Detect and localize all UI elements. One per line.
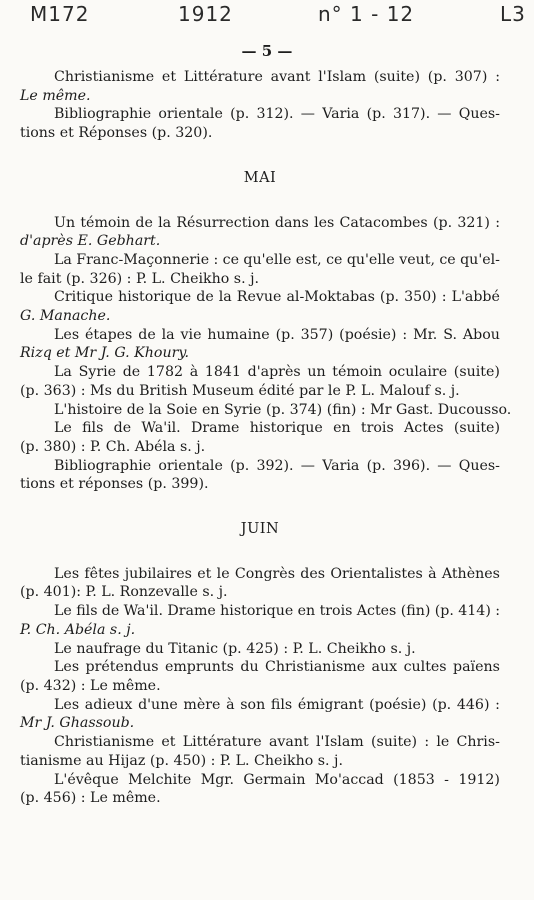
word: Ques- xyxy=(458,106,500,123)
word: Les xyxy=(54,659,80,676)
section-heading-juin: JUIN xyxy=(240,521,280,538)
word: jubilaires xyxy=(124,565,192,582)
word: émigrant xyxy=(297,696,364,713)
word: Varia xyxy=(322,457,360,474)
toc-entry-line xyxy=(20,344,500,363)
toc-entry-line xyxy=(20,288,500,307)
word: Syrie xyxy=(78,364,117,381)
toc-entry xyxy=(20,602,500,639)
word: : xyxy=(495,696,500,713)
word: la xyxy=(158,214,172,231)
word: l'Islam xyxy=(315,734,364,751)
word: (suite) xyxy=(453,420,500,437)
word: 321) xyxy=(457,214,490,231)
word: 396). xyxy=(392,457,431,474)
word: 414) xyxy=(458,603,491,620)
word: les xyxy=(314,214,335,231)
word: (p. xyxy=(432,214,453,231)
toc-entry-line: Le naufrage du Titanic (p. 425) : P. L. Cheikho s. j. xyxy=(54,640,416,657)
word: emprunts xyxy=(164,659,234,676)
word: (p. xyxy=(379,289,400,306)
word: La xyxy=(54,251,72,268)
word: Un xyxy=(54,214,76,231)
word: : xyxy=(213,251,219,268)
word: Germain xyxy=(243,771,306,788)
toc-entry-line xyxy=(20,565,500,584)
word: ce xyxy=(222,251,240,268)
word: Les xyxy=(54,696,80,713)
toc-entry-line xyxy=(20,307,500,326)
word: 392). xyxy=(256,457,294,474)
toc-entry xyxy=(20,457,500,494)
word: et xyxy=(161,734,176,751)
word: Le xyxy=(54,420,72,437)
word: 1912) xyxy=(458,771,500,788)
word: le xyxy=(436,734,450,751)
word: 312). xyxy=(256,106,294,123)
word: : xyxy=(402,326,408,343)
word: de xyxy=(135,214,153,231)
word: de xyxy=(138,326,156,343)
toc-entry-line xyxy=(20,419,500,438)
word: Franc-Maçonnerie xyxy=(76,251,210,268)
toc-entry-line: (p. 432) : Le même. xyxy=(20,677,161,694)
section-heading-mai: MAI xyxy=(243,169,277,186)
word: Bibliographie xyxy=(54,106,152,123)
toc-entry-line xyxy=(20,326,500,345)
word: Christianisme xyxy=(54,734,155,751)
word: S. xyxy=(443,326,457,343)
word: (fin) xyxy=(400,603,431,620)
word: L'abbé xyxy=(451,289,500,306)
word: (p. xyxy=(366,457,386,474)
word: (1853 xyxy=(393,771,435,788)
toc-entry-line xyxy=(20,658,500,677)
word: historique xyxy=(220,603,294,620)
word: veut, xyxy=(399,251,435,268)
author-text: d'après E. Gebhart. xyxy=(20,233,161,250)
word: l'Islam xyxy=(318,69,367,85)
word: 1782 xyxy=(146,364,183,381)
word: vie xyxy=(180,326,202,343)
word: Ques- xyxy=(458,457,500,474)
table-of-contents xyxy=(20,68,512,808)
word: - xyxy=(444,771,449,788)
word: de xyxy=(122,364,141,381)
word: Orientalistes xyxy=(330,565,423,582)
toc-entry xyxy=(20,326,500,363)
toc-entry-line xyxy=(20,602,500,621)
word: Les xyxy=(54,326,80,343)
word: Melchite xyxy=(128,771,192,788)
word: la xyxy=(218,289,232,306)
word: 350) xyxy=(404,289,437,306)
word: fils xyxy=(270,696,293,713)
toc-entry xyxy=(20,419,500,456)
word: qu'el- xyxy=(460,251,500,268)
word: à xyxy=(189,364,199,381)
word: — xyxy=(437,457,452,474)
toc-entry-line: (p. 401): P. L. Ronzevalle s. j. xyxy=(20,584,228,601)
word: : xyxy=(495,214,500,231)
word: avant xyxy=(270,69,311,85)
toc-entry xyxy=(20,401,512,420)
word: un xyxy=(307,364,326,381)
word: — xyxy=(437,106,452,123)
toc-entry xyxy=(20,251,500,288)
word: Wa'il. xyxy=(141,420,181,437)
word: humaine xyxy=(207,326,270,343)
word: — xyxy=(300,457,315,474)
word: Abou xyxy=(462,326,500,343)
word: témoin xyxy=(332,364,383,381)
word: en xyxy=(333,420,351,437)
word: Varia xyxy=(322,106,360,123)
word: Critique xyxy=(54,289,114,306)
word: (p. xyxy=(230,106,250,123)
word: (p. xyxy=(230,457,250,474)
word: et xyxy=(161,69,177,85)
word: orientale xyxy=(158,457,223,474)
word: (poésie) xyxy=(339,326,397,343)
word: de xyxy=(101,603,120,620)
word: Résurrection xyxy=(176,214,270,231)
word: (p. xyxy=(432,696,452,713)
word: à xyxy=(226,696,235,713)
word: (p. xyxy=(434,603,454,620)
toc-entry-line: tions et Réponses (p. 320). xyxy=(20,125,213,142)
word: Christianisme xyxy=(54,69,155,85)
word: adieux xyxy=(84,696,133,713)
word: Le xyxy=(54,603,72,620)
toc-entry-line xyxy=(20,251,500,270)
author-text: G. Manache. xyxy=(20,308,111,325)
toc-entry-line xyxy=(20,363,500,382)
word: d'une xyxy=(138,696,178,713)
word: et xyxy=(197,565,212,582)
word: à xyxy=(428,565,437,582)
word: ce xyxy=(326,251,343,268)
word: Littérature xyxy=(182,734,262,751)
toc-entry xyxy=(20,214,500,251)
word: orientale xyxy=(158,106,223,123)
word: (poésie) xyxy=(369,696,427,713)
word: Actes xyxy=(404,420,444,437)
toc-entry xyxy=(20,658,500,695)
author-text: P. Ch. Abéla s. j. xyxy=(20,621,136,638)
word: al-Moktabas xyxy=(286,289,375,306)
handwritten-annotation-corner: L3 xyxy=(500,2,526,26)
handwritten-annotation-center: 1912 xyxy=(178,2,233,26)
word: La xyxy=(54,364,72,381)
word: 307) xyxy=(454,69,488,85)
word: de xyxy=(113,420,132,437)
word: Chris- xyxy=(456,734,500,751)
toc-entry-line xyxy=(20,733,500,752)
toc-entry-line xyxy=(20,232,500,251)
handwritten-annotation-right: n° 1 - 12 xyxy=(318,2,415,26)
word: L'évêque xyxy=(54,771,119,788)
toc-entry-line xyxy=(20,214,500,233)
word: de xyxy=(196,289,214,306)
word: (suite) xyxy=(373,69,420,85)
word: Catacombes xyxy=(339,214,428,231)
word: fils xyxy=(76,603,98,620)
word: Littérature xyxy=(183,69,263,85)
word: (suite) xyxy=(370,734,418,751)
word: est, xyxy=(295,251,322,268)
word: 317). xyxy=(392,106,431,123)
toc-entry-line xyxy=(20,68,500,87)
toc-entry-line: tianisme au Hijaz (p. 450) : P. L. Cheikho s. j. xyxy=(20,752,343,769)
author-text: Mr J. Ghassoub. xyxy=(20,715,135,732)
toc-entry xyxy=(20,733,500,770)
word: Actes xyxy=(356,603,397,620)
word: d'après xyxy=(247,364,301,381)
word: trois xyxy=(360,420,394,437)
word: en xyxy=(297,603,316,620)
toc-entry-line xyxy=(20,457,500,476)
word: étapes xyxy=(85,326,133,343)
word: dans xyxy=(274,214,309,231)
word: le xyxy=(216,565,230,582)
word: Christianisme xyxy=(265,659,366,676)
toc-entry xyxy=(20,565,500,602)
toc-entry xyxy=(20,696,500,733)
toc-entry-line: (p. 380) : P. Ch. Abéla s. j. xyxy=(20,438,206,455)
word: (p. xyxy=(427,69,447,85)
word: : xyxy=(424,734,430,751)
toc-entry-line: (p. 363) : Ms du British Museum édité par le P. L. Malouf s. j. xyxy=(20,382,460,399)
toc-entry-line xyxy=(20,621,500,640)
handwritten-annotation-left: M172 xyxy=(30,2,90,26)
word: Drame xyxy=(190,420,240,437)
word: des xyxy=(300,565,326,582)
author-text: Le même. xyxy=(20,87,91,104)
word: : xyxy=(495,603,500,620)
word: Les xyxy=(54,565,80,582)
toc-entry-line: L'histoire de la Soie en Syrie (p. 374) (fin) : Mr Gast. Ducousso. xyxy=(54,401,512,418)
word: ce xyxy=(439,251,456,268)
toc-entry-line xyxy=(20,87,500,106)
word: Mo'accad xyxy=(314,771,384,788)
word: Mgr. xyxy=(200,771,235,788)
word: témoin xyxy=(80,214,131,231)
toc-entry-line: tions et réponses (p. 399). xyxy=(20,476,209,493)
word: oculaire xyxy=(388,364,448,381)
toc-entry xyxy=(20,640,500,659)
word: 1841 xyxy=(204,364,241,381)
word: (p. xyxy=(275,326,295,343)
word: aux xyxy=(371,659,398,676)
toc-entry xyxy=(20,68,500,105)
word: : xyxy=(441,289,447,306)
toc-entry-line: le fait (p. 326) : P. L. Cheikho s. j. xyxy=(20,270,260,287)
word: qu'elle xyxy=(243,251,292,268)
word: Mr. xyxy=(413,326,438,343)
toc-entry xyxy=(20,363,500,400)
word: païens xyxy=(453,659,500,676)
word: historique xyxy=(118,289,192,306)
word: Revue xyxy=(236,289,282,306)
toc-entry xyxy=(20,105,500,142)
toc-entry-line xyxy=(20,696,500,715)
toc-entry xyxy=(20,771,500,808)
word: Congrès xyxy=(234,565,295,582)
word: avant xyxy=(268,734,309,751)
word: la xyxy=(161,326,175,343)
word: Bibliographie xyxy=(54,457,152,474)
word: trois xyxy=(319,603,353,620)
word: cultes xyxy=(403,659,447,676)
word: 446) xyxy=(456,696,490,713)
word: Wa'il. xyxy=(123,603,163,620)
word: mère xyxy=(183,696,221,713)
word: (p. xyxy=(366,106,386,123)
word: (suite) xyxy=(453,364,500,381)
toc-entry-line: (p. 456) : Le même. xyxy=(20,790,161,807)
word: du xyxy=(240,659,259,676)
word: son xyxy=(240,696,266,713)
word: : xyxy=(495,69,500,85)
author-text: Rizq et Mr J. G. Khoury. xyxy=(20,345,189,362)
word: Drame xyxy=(167,603,216,620)
word: — xyxy=(300,106,315,123)
toc-entry-line xyxy=(20,771,500,790)
word: fils xyxy=(82,420,104,437)
word: qu'elle xyxy=(346,251,395,268)
word: fêtes xyxy=(84,565,120,582)
word: historique xyxy=(249,420,323,437)
toc-entry-line xyxy=(20,714,500,733)
toc-entry xyxy=(20,288,500,325)
word: prétendus xyxy=(85,659,159,676)
word: Athènes xyxy=(441,565,500,582)
toc-entry-line xyxy=(20,105,500,124)
word: 357) xyxy=(300,326,334,343)
page-number: — 5 — xyxy=(241,42,293,60)
